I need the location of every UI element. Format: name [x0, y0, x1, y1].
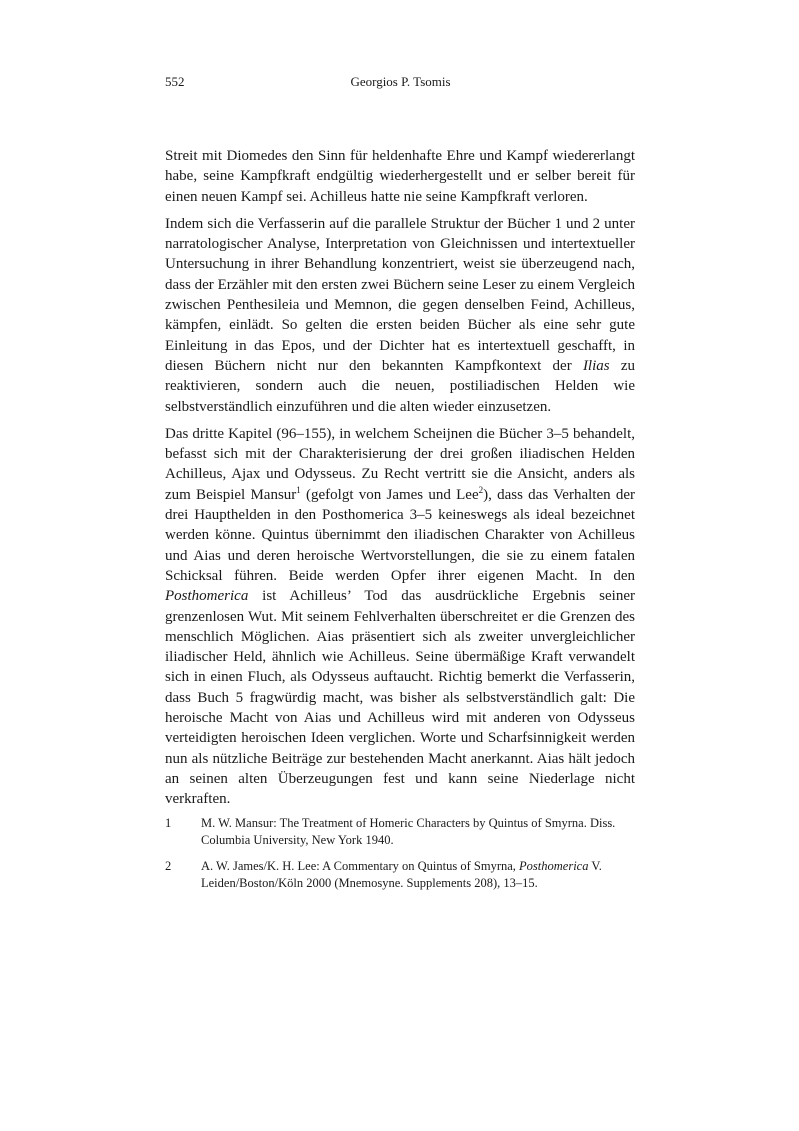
paragraph-3: [165, 424, 635, 810]
body-text: [165, 146, 635, 810]
paragraph-3-text-d: ist Achilleus’ Tod das ausdrückliche Ergebnis seiner grenzenlosen Wut. Mit seinem Fehlverhalten überschreitet er die Grenzen des menschlich Möglichen. Aias präsentiert sich als zweiter unvergleichlicher iliadischer Held, ähnlich wie Achilleus. Seine übermäßige Kraft verwandelt sich in einen Fluch, als Odysseus auftaucht. Richtig bemerkt die Verfasserin, dass Buch 5 fragwürdig macht, was bisher als selbstverständlich galt: Die heroische Macht von Aias und Achilleus wird mit anderen von Odysseus verteidigten heroischen Ideen verglichen. Worte und Scharfsinnigkeit werden nun als nützliche Beiträge zur bestehenden Macht anerkannt. Aias hält jedoch an seinen alten Überzeugungen fest und kann seine Niederlage nicht verkraften.: [165, 588, 635, 808]
running-head: [0, 74, 799, 90]
paragraph-1-text: Streit mit Diomedes den Sinn für heldenhafte Ehre und Kampf wiedererlangt habe, seine Kampfkraft endgültig wiederhergestellt und er selber bereit für einen neuen Kampf sei. Achilleus hatte nie seine Kampfkraft verloren.: [165, 148, 635, 205]
paragraph-2-text-a: Indem sich die Verfasserin auf die parallele Struktur der Bücher 1 und 2 unter narratologischer Analyse, Interpretation von Gleichnissen und intertextueller Untersuchung in ihrer Behandlung konzentriert, weist sie überzeugend nach, dass der Erzähler mit den ersten zwei Büchern seine Leser zu einem Vergleich zwischen Penthesileia und Memnon, die gegen denselben Feind, Achilleus, kämpfen, einlädt. So gelten die ersten beiden Bücher als eine sehr gute Einleitung in das Epos, und der Dichter hat es intertextuell geschafft, in diesen Büchern nicht nur den bekannten Kampfkontext der: [165, 215, 635, 374]
footnote-2-text-a: A. W. James/K. H. Lee: A Commentary on Quintus of Smyrna,: [201, 859, 520, 873]
work-title-posthomerica: Posthomerica: [165, 588, 249, 605]
footnote-1: [165, 815, 635, 849]
footnote-ref-2[interactable]: 2: [478, 484, 484, 495]
paragraph-2: [165, 214, 635, 417]
paragraph-3-text-a: Das dritte Kapitel (96–155), in welchem Scheijnen die Bücher 3–5 behandelt, befasst sich mit der Charakterisierung der drei großen iliadischen Helden Achilleus, Ajax und Odysseus. Zu Recht vertritt sie die Ansicht, anders als zum Beispiel Mansur: [165, 425, 635, 503]
footnote-text: [201, 815, 635, 849]
paragraph-3-text-b: (gefolgt von James und Lee: [300, 486, 479, 503]
work-title-ilias: Ilias: [582, 357, 610, 374]
paragraph-1: [165, 146, 635, 207]
footnote-2-work-title: Posthomerica: [519, 859, 589, 873]
footnote-number: 1: [165, 816, 172, 830]
footnote-2: [165, 858, 635, 892]
footnote-number: 2: [165, 859, 172, 873]
page-number: 552: [165, 74, 185, 89]
footnotes: [165, 815, 635, 901]
footnote-ref-1[interactable]: 1: [296, 484, 301, 495]
footnote-text: [201, 858, 635, 892]
paragraph-2-text-b: zu reaktivieren, sondern auch die neuen, postiliadischen Helden wie selbstverständlich einzuführen und die alten wieder einzusetzen.: [165, 357, 635, 415]
footnote-1-text: M. W. Mansur: The Treatment of Homeric Characters by Quintus of Smyrna. Diss. Columbia University, New York 1940.: [201, 816, 616, 847]
footnote-2-text-b: V. Leiden/Boston/Köln 2000 (Mnemosyne. Supplements 208), 13–15.: [201, 859, 602, 890]
running-head-author: Georgios P. Tsomis: [350, 74, 451, 89]
paragraph-3-text-c: ), dass das Verhalten der drei Haupthelden in den Posthomerica 3–5 keineswegs als ideal bezeichnet werden könne. Quintus übernimmt den iliadischen Charakter von Achilleus und Aias und deren heroische Wertvorstellungen, die sie zu einem fatalen Schicksal führen. Beide werden Opfer ihrer eigenen Macht. In den: [165, 486, 635, 584]
